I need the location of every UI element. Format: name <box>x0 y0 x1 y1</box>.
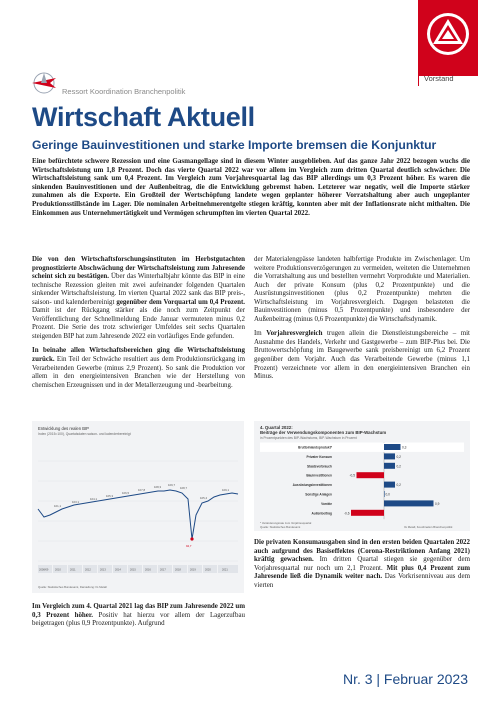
chart2-bar <box>384 463 395 469</box>
chart2-bar <box>384 482 395 488</box>
left-column-bottom <box>32 602 245 634</box>
left-bottom-bold: Im Vergleich zum 4. Quartal 2021 lag das BIP zum Jahresende 2022 um 0,3 Prozent höher. <box>32 602 245 619</box>
chart1-annotation: 101,1 <box>54 504 61 508</box>
right-column-bottom <box>254 538 470 595</box>
left-p1-text: Über das Winterhalbjahr könnte das BIP in eine technische Rezession gleiten mit zwei aufeinander folgenden Quartalen sinkender Wirtschaftsleistung. Im vierten Quartal 2022 sank das BIP preis-, saison- und kalenderbereinigt <box>32 272 246 306</box>
igm-logo-icon <box>424 8 472 60</box>
chart2-value-label: 0,2 <box>396 464 401 469</box>
chart1-year-label: 2014 <box>115 568 121 572</box>
chart2-bar <box>384 444 401 450</box>
left-p1-bold2: gegenüber dem Vorquartal um 0,4 Prozent. <box>116 297 245 306</box>
left-p2-bold: In beinahe allen Wirtschaftsbereichen ging die Wirtschaftsleistung zurück. <box>32 346 245 364</box>
chart1-year-label: 2011 <box>70 568 76 572</box>
chart2-bar <box>384 491 385 497</box>
right-p2-bold: Vorjahresvergleich <box>266 329 323 338</box>
chart2-category-label: Bruttoinlandsprodukt* <box>298 445 332 450</box>
chart1-year-label: 2020 <box>205 568 211 572</box>
igm-logo-block <box>418 0 478 76</box>
right-bottom-bold2: Mit plus 0,4 Prozent zum Jahresende ließ die Dynamik weiter nach. <box>254 563 470 581</box>
chart2-source: Quelle: Statistisches Bundesamt <box>260 525 301 529</box>
chart2-title: 4. Quartal 2022: <box>260 425 293 430</box>
vorstand-divider <box>418 74 419 86</box>
chart1-annotation: 108,3 <box>154 485 161 489</box>
chart2-category-label: Privater Konsum <box>306 454 332 459</box>
chart1-annotation: 109,7 <box>168 483 175 487</box>
right-bottom-text: Im dritten Quartal stiegen sie gegenüber dem Vorjahresquartal nur noch um 2,1 Prozent. <box>254 555 470 572</box>
chart1-annotation: 104,1 <box>90 497 97 501</box>
right-bottom-paragraph <box>254 538 470 589</box>
chart1-series-line <box>38 490 238 539</box>
chart2-bar <box>384 500 434 506</box>
lead-paragraph: Eine befürchtete schwere Rezession und eine Gasmangellage sind in diesem Winter ausgeblieben. Auf das ganze Jahr 2022 bezogen wuchs die Wirtschaftsleistung um 1,8 Prozent. Doch das vierte Quartal 2022 war vor allem im Vergleich zum dritten Quartal deutlich schwächer. Die Wirtschaftsleistung sank um 0,4 Prozent. Im Vergleich zum Vorjahresquartal lag das BIP allerdings um 0,3 Prozent höher. Es waren die sinkenden Bauinvestitionen und der Außenbeitrag, die die Entwicklung gebremst haben. Letzterer war negativ, weil die Importe stärker zunahmen als die Exporte. Ein Großteil der Wertschöpfung landete wegen geplanter höherer Vorratshaltung aber auch ungeplanter Produktionsstillstände im Lager. Die nominalen Arbeitnehmerentgelte stiegen kräftig, konnten aber mit der Inflationsrate nicht mithalten. Die Einkommen aus Unternehmertätigkeit und Vermögen schrumpften im vierten Quartal 2022. <box>32 157 470 217</box>
chart1-year-label: 2015 <box>130 568 136 572</box>
chart1-source: Quelle: Statistisches Bundesamt, Darstellung: IG Metall <box>38 585 107 589</box>
right-bottom-bold: Die privaten Konsumausgaben sind in den ersten beiden Quartalen 2022 auch aufgrund des Basiseffektes (Corona-Restriktionen Anfang 2021) kräftig gewachsen. <box>254 538 470 564</box>
chart2-plot <box>254 421 470 531</box>
chart1-annotation: 109,1 <box>222 488 229 492</box>
left-paragraph-1 <box>32 255 245 340</box>
left-p1-text2: Damit ist der Rückgang stärker als die noch zum Zeitpunkt der Veröffentlichung der Schnellmeldung Ende Januar vermuteten minus 0,2 Prozent. Die Serie des trotz schwieriger Umfeldes seit sechs Quartalen steigenden BIP hat zum Jahresende 2022 ein vorläufiges Ende gefunden. <box>32 306 245 340</box>
chart2-value-label: -0,5 <box>349 473 355 478</box>
chart2-value-label: 0,0 <box>385 492 390 497</box>
right-paragraph-1: der Materialengpässe landeten halbfertige Produkte im Zwischenlager. Um weitere Produktionsverzögerungen zu vermeiden, weiteten die Unternehmen die Vorratshaltung aus und bestellten vermehrt Vorprodukte und Materialien. Auch der private Konsum (plus 0,2 Prozentpunkte) und die Ausrüstungsinvestitionen (plus 0,2 Prozentpunkte) mehrten die Wirtschaftsleistung im Vorjahresvergleich. Dagegen belasteten die Bauinvestitionen (minus 0,5 Prozentpunkte) und insbesondere der Außenbeitrag (minus 0,6 Prozentpunkte) die Wirtschaftsdynamik. <box>254 255 470 323</box>
chart2-value-label: 0,2 <box>396 483 401 488</box>
vorstand-label: Vorstand <box>424 74 454 83</box>
chart2-category-label: Staatsverbrauch <box>307 464 332 469</box>
chart1-annotation: 103,1 <box>72 500 79 504</box>
gdp-line-chart <box>32 421 244 593</box>
chart1-subtitle: Index (2015=100), Quartalsdaten saison- und kalenderbereinigt <box>38 432 131 436</box>
chart2-bar <box>351 510 384 516</box>
page-title: Wirtschaft Aktuell <box>32 102 255 132</box>
chart1-year-label: 2008/09 <box>39 568 49 572</box>
right-p2-text: trugen allein die Dienstleistungsbereiche – mit Ausnahme des Handels, Verkehr und Gastgewerbe – zum BIP-Plus bei. Die Bruttowertschöpfung im Baugewerbe sank preisbereinigt um 6,2 Prozent gegenüber dem Vorjahr. Auch das Verarbeitende Gewerbe (minus 1,1 Prozent) verzeichnete vor allem in den energieintensiven Branchen ein Minus. <box>254 329 470 381</box>
chart1-annotation: 108,7 <box>180 486 187 490</box>
chart2-bar <box>384 453 395 459</box>
chart1-year-label: 2010 <box>55 568 61 572</box>
chart1-annotation: 105,3 <box>106 494 113 498</box>
chart2-bar <box>357 472 385 478</box>
page-subtitle: Geringe Bauinvestitionen und starke Importe bremsen die Konjunktur <box>32 138 437 152</box>
left-bottom-paragraph <box>32 602 245 628</box>
left-p2-text: Ein Teil der Schwäche resultiert aus dem Produktionsrückgang im Verarbeitenden Gewerbe (minus 2,9 Prozent). So sank die Produktion vor allem in den energieintensiven Branchen wie der Herstellung von chemischen Erzeugnissen und in der Metallerzeugung und -bearbeitung. <box>32 355 245 389</box>
ressort-logo-icon <box>26 70 62 96</box>
chart1-year-label: 2019 <box>190 568 196 572</box>
chart1-year-label: 2012 <box>85 568 91 572</box>
left-paragraph-2 <box>32 346 245 389</box>
chart2-category-label: Außenbeitrag <box>311 511 332 516</box>
chart1-year-label: 2016 <box>145 568 151 572</box>
chart1-year-label: 2017 <box>160 568 166 572</box>
left-column <box>32 255 245 395</box>
chart2-value-label: 0,9 <box>435 501 440 506</box>
ressort-label: Ressort Koordination Branchenpolitik <box>62 87 186 96</box>
chart2-footnote: * Veränderungsrate zum Vorjahresquartal <box>260 521 312 525</box>
chart2-subtitle: in Prozentpunkten des BIP-Wachstums, BIP-Wachstum in Prozent <box>260 436 357 440</box>
right-paragraph-2 <box>254 329 470 380</box>
chart2-credit: IG Metall, Koordination Branchenpolitik <box>404 525 453 529</box>
right-p2-lead: Im <box>254 329 267 338</box>
chart2-category-label: Vorräte <box>321 501 332 506</box>
chart2-title-line2: Beiträge der Verwendungskomponenten zum BIP-Wachstum <box>260 430 387 435</box>
chart2-value-label: -0,6 <box>344 511 350 516</box>
chart1-annotation: 105,4 <box>200 496 207 500</box>
chart2-total-row-bg <box>260 443 464 452</box>
chart1-annotation: 106,5 <box>122 491 129 495</box>
chart2-value-label: 0,2 <box>396 454 401 459</box>
issue-number: Nr. 3 | Februar 2023 <box>342 671 468 687</box>
left-bottom-text: Positiv hat hierzu vor allem der Lagerzufbau beigetragen (plus 0,9 Prozentpunkte). Aufgrund <box>32 610 245 628</box>
chart1-title: Entwicklung des realen BIP <box>38 426 89 431</box>
chart2-category-label: Ausrüstungsinvestitionen <box>292 483 332 488</box>
chart1-year-label: 2013 <box>100 568 106 572</box>
chart1-annotation-low: 94,7 <box>186 544 192 548</box>
chart2-category-label: Bauinvestitionen <box>306 473 332 478</box>
right-bottom-text2: Das Vorkrisenniveau aus dem vierten <box>254 572 470 589</box>
left-p1-bold: Die von den Wirtschaftsforschungsinstituten im Herbstgutachten prognostizierte Abschwächung der Wirtschaftsleistung zum Jahresende scheint sich zu bestätigen. <box>32 255 245 281</box>
chart1-year-label: 2018 <box>175 568 181 572</box>
right-column <box>254 255 470 387</box>
chart1-plot <box>32 421 244 593</box>
contributions-bar-chart <box>254 421 470 531</box>
chart1-annotation: 107,8 <box>138 488 145 492</box>
chart1-year-label: 2021 <box>222 568 228 572</box>
chart2-value-label: 0,3 <box>402 445 407 450</box>
chart2-category-label: Sonstige Anlagen <box>305 492 332 497</box>
